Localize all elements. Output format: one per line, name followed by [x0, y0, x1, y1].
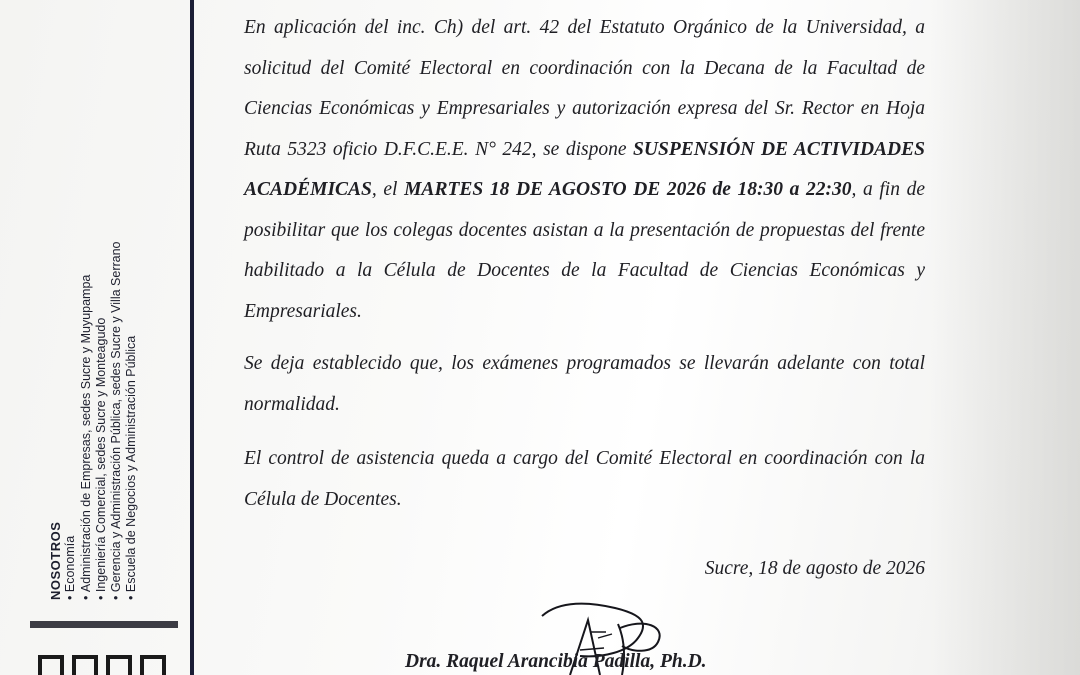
- qr-code-icon: [72, 655, 98, 675]
- suspension-date: MARTES 18 DE AGOSTO DE 2026 de 18:30 a 22:30: [404, 179, 852, 200]
- paragraph-resolution: En aplicación del inc. Ch) del art. 42 del Estatuto Orgánico de la Universidad, a solicitud del Comité Electoral en coordinación con la Decana de la Facultad de Ciencias Económicas y Empresariales y autorización expresa del Sr. Rector en Hoja Ruta 5323 oficio D.F.C.E.E. N° 242, se dispone SUSPENSIÓN DE ACTIVIDADES ACADÉMICAS, el MARTES 18 DE AGOSTO DE 2026 de 18:30 a 22:30, a fin de posibilitar que los colegas docentes asistan a la presentación de propuestas del frente habilitado a la Célula de Docentes de la Facultad de Ciencias Económicas y Empresariales.: [244, 17, 925, 322]
- paragraph-exams: Se deja establecido que, los exámenes programados se llevarán adelante con total normalidad.: [244, 353, 925, 415]
- qr-code-icon: [106, 655, 132, 675]
- sidebar-item-escuela: • Escuela de Negocios y Administración Pública: [124, 242, 139, 601]
- sidebar-heading: NOSOTROS: [48, 521, 63, 600]
- paragraph-attendance: El control de asistencia queda a cargo del Comité Electoral en coordinación con la Célula de Docentes.: [244, 448, 925, 510]
- page-shadow: [930, 0, 1080, 675]
- suspension-notice: SUSPENSIÓN DE ACTIVIDADES ACADÉMICAS: [244, 138, 925, 200]
- qr-codes: [38, 655, 178, 675]
- sidebar-item-gerencia: • Gerencia y Administración Pública, sedes Sucre y Villa Serrano: [109, 242, 124, 601]
- sidebar-nosotros: [48, 242, 140, 601]
- sidebar-dark-bar: [30, 621, 178, 628]
- sidebar-item-ingenieria: • Ingeniería Comercial, sedes Sucre y Monteagudo: [94, 242, 109, 601]
- letter-body: [244, 8, 925, 520]
- qr-code-icon: [38, 655, 64, 675]
- sidebar-item-economia: • Economía: [63, 242, 78, 601]
- signer-name: Dra. Raquel Arancibia Padilla, Ph.D.: [405, 651, 707, 672]
- letter-date: Sucre, 18 de agosto de 2026: [704, 558, 925, 579]
- sidebar-item-administracion: • Administración de Empresas, sedes Sucre y Muyupampa: [79, 242, 94, 601]
- qr-code-icon: [140, 655, 166, 675]
- sidebar-divider: [190, 0, 194, 675]
